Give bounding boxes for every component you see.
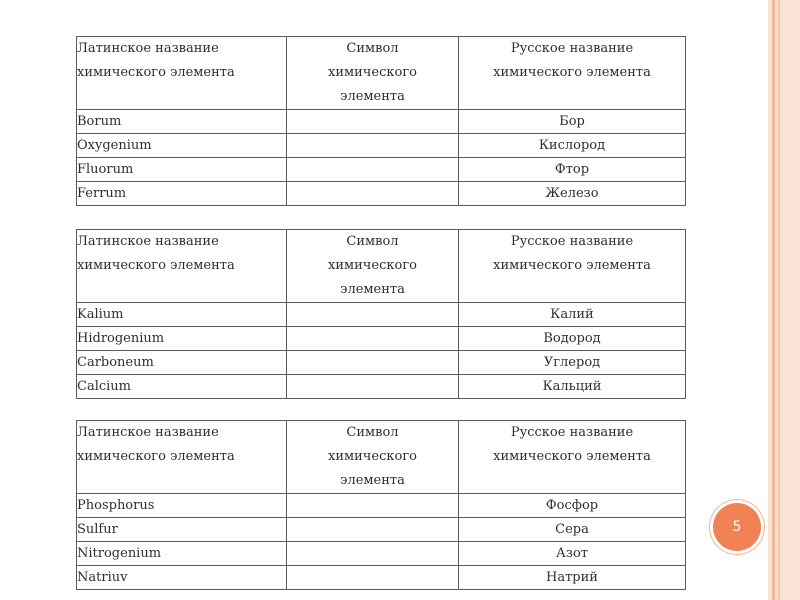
symbol-cell xyxy=(287,303,459,327)
latin-name-cell: Kalium xyxy=(77,303,287,327)
russian-name-cell: Углерод xyxy=(459,351,686,375)
table-row xyxy=(77,518,686,542)
table-row xyxy=(77,566,686,590)
header-symbol: Символ химического элемента xyxy=(287,421,459,494)
symbol-cell xyxy=(287,327,459,351)
slide-side-line xyxy=(778,0,780,600)
latin-name-cell: Nitrogenium xyxy=(77,542,287,566)
table-row xyxy=(77,134,686,158)
table-row xyxy=(77,182,686,206)
table-row xyxy=(77,158,686,182)
russian-name-cell: Азот xyxy=(459,542,686,566)
symbol-cell xyxy=(287,110,459,134)
symbol-cell xyxy=(287,518,459,542)
russian-name-cell: Сера xyxy=(459,518,686,542)
latin-name-cell: Oxygenium xyxy=(77,134,287,158)
symbol-cell xyxy=(287,182,459,206)
symbol-cell xyxy=(287,158,459,182)
russian-name-cell: Водород xyxy=(459,327,686,351)
russian-name-cell: Бор xyxy=(459,110,686,134)
header-russian-name: Русское название химического элемента xyxy=(459,421,686,494)
russian-name-cell: Кислород xyxy=(459,134,686,158)
russian-name-cell: Натрий xyxy=(459,566,686,590)
russian-name-cell: Железо xyxy=(459,182,686,206)
slide-side-line xyxy=(772,0,775,600)
header-symbol: Символ химического элемента xyxy=(287,37,459,110)
symbol-cell xyxy=(287,134,459,158)
elements-table-3 xyxy=(76,420,686,590)
header-latin-name: Латинское название химического элемента xyxy=(77,37,287,110)
russian-name-cell: Фтор xyxy=(459,158,686,182)
table-row xyxy=(77,110,686,134)
elements-table-2 xyxy=(76,229,686,399)
table-header-row xyxy=(77,421,686,494)
table-row xyxy=(77,327,686,351)
latin-name-cell: Phosphorus xyxy=(77,494,287,518)
table-row xyxy=(77,351,686,375)
russian-name-cell: Фосфор xyxy=(459,494,686,518)
latin-name-cell: Carboneum xyxy=(77,351,287,375)
russian-name-cell: Кальций xyxy=(459,375,686,399)
table-row xyxy=(77,375,686,399)
header-symbol: Символ химического элемента xyxy=(287,230,459,303)
header-latin-name: Латинское название химического элемента xyxy=(77,421,287,494)
table-row xyxy=(77,494,686,518)
latin-name-cell: Sulfur xyxy=(77,518,287,542)
page-number-badge: 5 xyxy=(713,503,761,551)
header-latin-name: Латинское название химического элемента xyxy=(77,230,287,303)
latin-name-cell: Calcium xyxy=(77,375,287,399)
table-header-row xyxy=(77,37,686,110)
latin-name-cell: Borum xyxy=(77,110,287,134)
table-row xyxy=(77,542,686,566)
latin-name-cell: Natriuv xyxy=(77,566,287,590)
elements-table-1 xyxy=(76,36,686,206)
russian-name-cell: Калий xyxy=(459,303,686,327)
table-header-row xyxy=(77,230,686,303)
symbol-cell xyxy=(287,566,459,590)
header-russian-name: Русское название химического элемента xyxy=(459,230,686,303)
latin-name-cell: Fluorum xyxy=(77,158,287,182)
symbol-cell xyxy=(287,542,459,566)
symbol-cell xyxy=(287,494,459,518)
symbol-cell xyxy=(287,375,459,399)
latin-name-cell: Hidrogenium xyxy=(77,327,287,351)
latin-name-cell: Ferrum xyxy=(77,182,287,206)
header-russian-name: Русское название химического элемента xyxy=(459,37,686,110)
table-row xyxy=(77,303,686,327)
symbol-cell xyxy=(287,351,459,375)
